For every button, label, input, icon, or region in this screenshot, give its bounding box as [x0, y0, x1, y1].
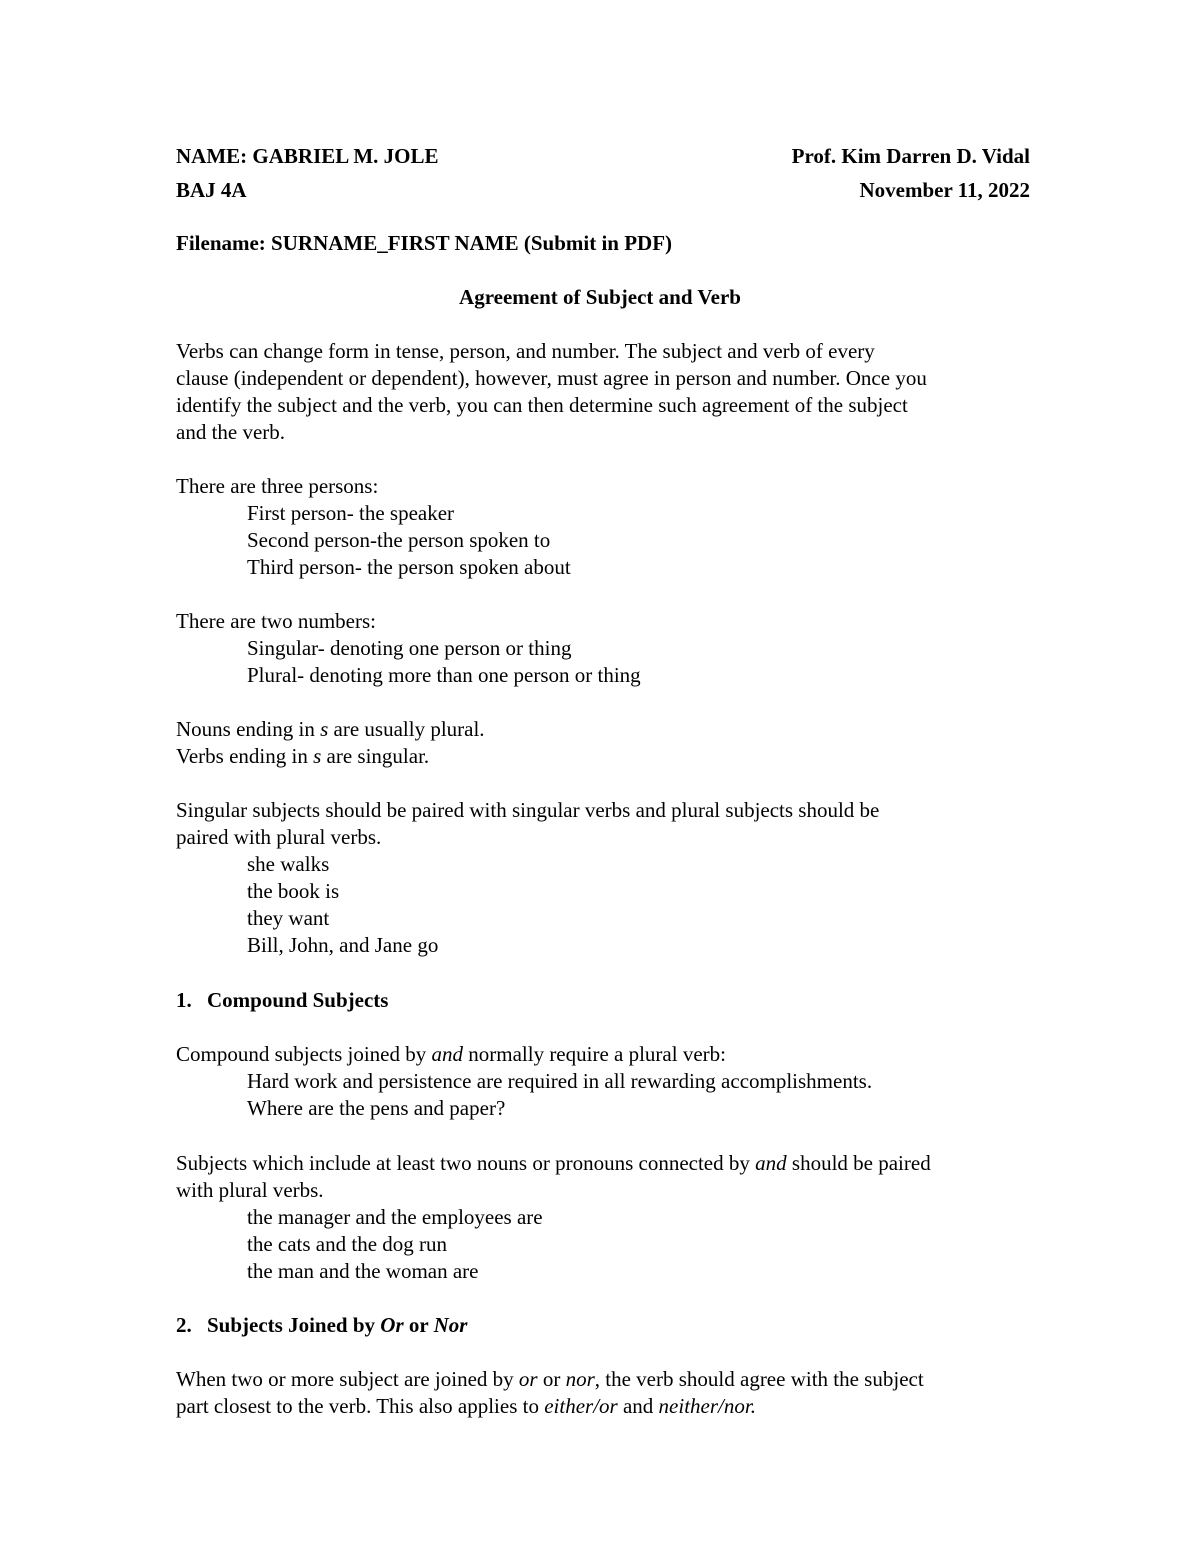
section-1-heading: 1. Compound Subjects — [176, 988, 389, 1012]
section-1-example: the manager and the employees are — [247, 1205, 543, 1229]
persons-heading: There are three persons: — [176, 474, 379, 498]
student-name: NAME: GABRIEL M. JOLE — [176, 144, 439, 168]
numbers-item: Singular- denoting one person or thing — [247, 636, 572, 660]
class-section: BAJ 4A — [176, 178, 247, 202]
nouns-ending-rule: Nouns ending in s are usually plural. — [176, 717, 485, 741]
section-1-rule: Compound subjects joined by and normally require a plural verb: — [176, 1042, 726, 1066]
section-1-rule: Subjects which include at least two nouns or pronouns connected by and should be paired — [176, 1151, 931, 1175]
persons-item: Third person- the person spoken about — [247, 555, 571, 579]
pairing-example: she walks — [247, 852, 330, 876]
pairing-example: the book is — [247, 879, 340, 903]
section-2-rule: When two or more subject are joined by or or nor, the verb should agree with the subject — [176, 1367, 924, 1391]
filename-instruction: Filename: SURNAME_FIRST NAME (Submit in PDF) — [176, 231, 673, 255]
intro-line: Verbs can change form in tense, person, and number. The subject and verb of every — [176, 339, 875, 363]
pairing-example: Bill, John, and Jane go — [247, 933, 439, 957]
intro-line: clause (independent or dependent), however, must agree in person and number. Once you — [176, 366, 927, 390]
numbers-heading: There are two numbers: — [176, 609, 377, 633]
section-2-heading: 2. Subjects Joined by Or or Nor — [176, 1313, 468, 1337]
verbs-ending-rule: Verbs ending in s are singular. — [176, 744, 430, 768]
intro-line: identify the subject and the verb, you can then determine such agreement of the subject — [176, 393, 908, 417]
section-2-rule: part closest to the verb. This also applies to either/or and neither/nor. — [176, 1394, 756, 1418]
professor-name: Prof. Kim Darren D. Vidal — [791, 144, 1030, 168]
persons-item: Second person-the person spoken to — [247, 528, 551, 552]
intro-line: and the verb. — [176, 420, 286, 444]
persons-item: First person- the speaker — [247, 501, 455, 525]
section-1-example: the man and the woman are — [247, 1259, 479, 1283]
pairing-example: they want — [247, 906, 330, 930]
section-1-example: Hard work and persistence are required in all rewarding accomplishments. — [247, 1069, 873, 1093]
numbers-item: Plural- denoting more than one person or thing — [247, 663, 641, 687]
pairing-line: Singular subjects should be paired with singular verbs and plural subjects should be — [176, 798, 880, 822]
section-1-example: Where are the pens and paper? — [247, 1096, 506, 1120]
submission-date: November 11, 2022 — [859, 178, 1030, 202]
section-1-rule: with plural verbs. — [176, 1178, 324, 1202]
section-1-example: the cats and the dog run — [247, 1232, 448, 1256]
pairing-line: paired with plural verbs. — [176, 825, 382, 849]
document-title: Agreement of Subject and Verb — [459, 285, 741, 309]
